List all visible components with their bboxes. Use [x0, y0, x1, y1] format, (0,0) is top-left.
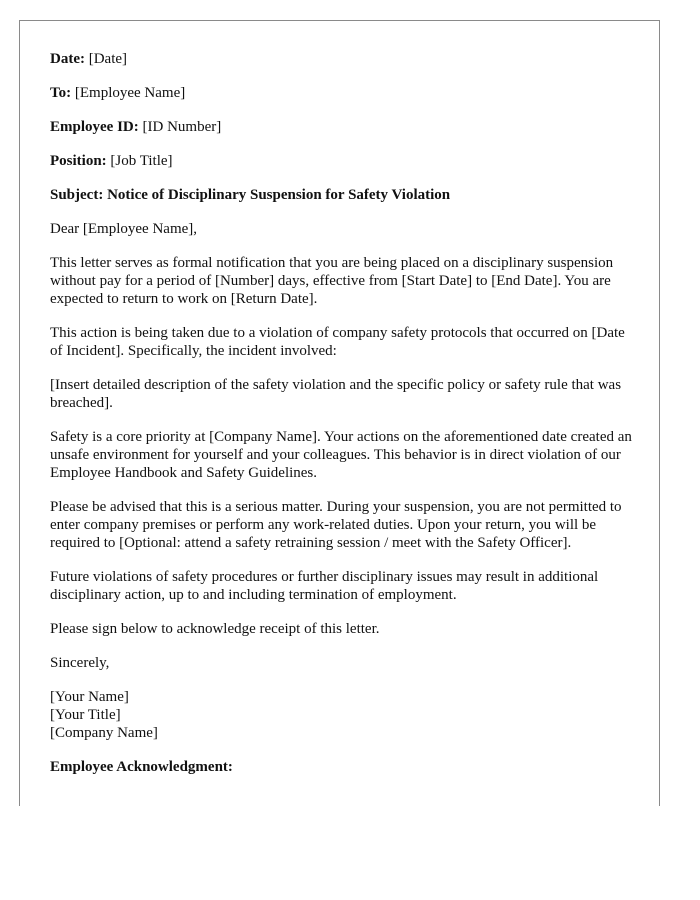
body-paragraph: This letter serves as formal notification that you are being placed on a disciplinary suspension without pay for a period of [Number] days, effective from [Start Date] to [End Date]. You are expected to return to work on [Return Date]. — [50, 255, 614, 307]
position-value: [Job Title] — [110, 153, 173, 169]
signature-block — [50, 688, 636, 742]
body-paragraph: Safety is a core priority at [Company Name]. Your actions on the aforementioned date created an unsafe environment for yourself and your colleagues. This behavior is in direct violation of our Employee Handbook and Safety Guidelines. — [50, 429, 632, 481]
to-label: To: — [50, 85, 72, 101]
to-value: [Employee Name] — [74, 85, 186, 101]
closing: Sincerely, — [50, 655, 110, 671]
employee-id-label: Employee ID: — [50, 119, 139, 135]
body-paragraph: [Insert detailed description of the safety violation and the specific policy or safety rule that was breached]. — [50, 377, 622, 411]
to-line — [50, 84, 636, 102]
body-paragraph: Please be advised that this is a serious matter. During your suspension, you are not permitted to enter company premises or perform any work-related duties. Upon your return, you will be required to [Optional: attend a safety retraining session / meet with the Safety Officer]. — [50, 499, 622, 551]
body-paragraph: Future violations of safety procedures or further disciplinary issues may result in additional disciplinary action, up to and including termination of employment. — [50, 569, 599, 603]
date-value: [Date] — [88, 51, 128, 67]
signature-company: [Company Name] — [50, 725, 158, 741]
employee-id-line — [50, 118, 636, 136]
date-line — [50, 50, 636, 68]
letter-page — [19, 20, 660, 806]
acknowledgment-heading: Employee Acknowledgment: — [50, 759, 233, 775]
letter-content — [50, 50, 636, 792]
position-line — [50, 152, 636, 170]
employee-id-value: [ID Number] — [142, 119, 222, 135]
date-label: Date: — [50, 51, 85, 67]
body-paragraph: Please sign below to acknowledge receipt of this letter. — [50, 621, 380, 637]
signature-name: [Your Name] — [50, 689, 129, 705]
position-label: Position: — [50, 153, 107, 169]
signature-title: [Your Title] — [50, 707, 121, 723]
subject-line: Subject: Notice of Disciplinary Suspension for Safety Violation — [50, 187, 451, 203]
body-paragraph: This action is being taken due to a violation of company safety protocols that occurred on [Date of Incident]. Specifically, the incident involved: — [50, 325, 625, 359]
salutation: Dear [Employee Name], — [50, 221, 198, 237]
